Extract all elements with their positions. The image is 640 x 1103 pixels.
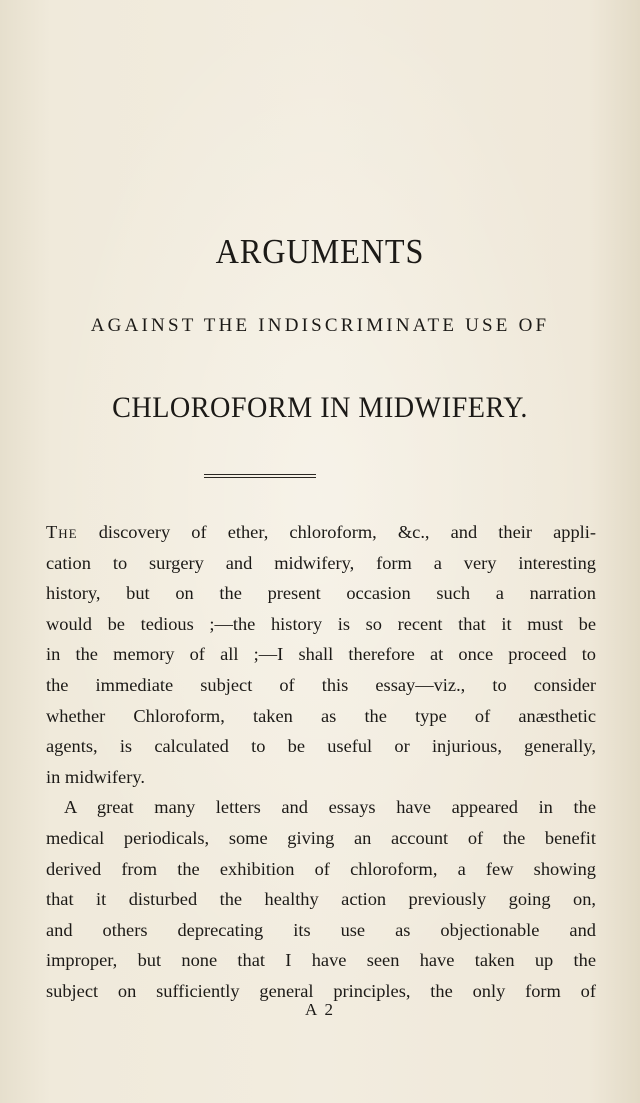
text-line-content: discovery of ether, chloroform, &c., and their appli- (98, 522, 596, 542)
text-line: and others deprecating its use as objectionable and (46, 919, 596, 940)
drop-word: The (46, 522, 78, 542)
page-title: ARGUMENTS (215, 232, 425, 271)
text-line: history, but on the present occasion such a narration (46, 583, 596, 604)
text-line: that it disturbed the healthy action previously going on, (46, 889, 596, 910)
text-line: medical periodicals, some giving an account of the benefit (46, 827, 596, 848)
page-subtitle: AGAINST THE INDISCRIMINATE USE OF (90, 315, 550, 336)
text-line: in the memory of all ;—I shall therefore at once proceed to (46, 644, 596, 665)
body-text (46, 517, 596, 1007)
double-rule-divider (204, 474, 316, 479)
text-line: improper, but none that I have seen have taken up the (46, 950, 596, 971)
text-line: cation to surgery and midwifery, form a very interesting (46, 552, 596, 573)
text-line: whether Chloroform, taken as the type of anæsthetic (46, 705, 596, 726)
text-line (46, 517, 596, 548)
text-line: the immediate subject of this essay—viz., to consider (46, 674, 596, 695)
page-subtitle-2: CHLOROFORM IN MIDWIFERY. (112, 391, 528, 424)
text-line: agents, is calculated to be useful or injurious, generally, (46, 736, 596, 757)
text-line: derived from the exhibition of chloroform, a few showing (46, 858, 596, 879)
text-line: subject on sufficiently general principles, the only form of (46, 980, 596, 1001)
text-line: in midwifery. (46, 766, 145, 787)
text-line: would be tedious ;—the history is so recent that it must be (46, 613, 596, 634)
text-line: A great many letters and essays have appeared in the (64, 797, 596, 818)
signature-mark: A 2 (304, 1000, 336, 1019)
